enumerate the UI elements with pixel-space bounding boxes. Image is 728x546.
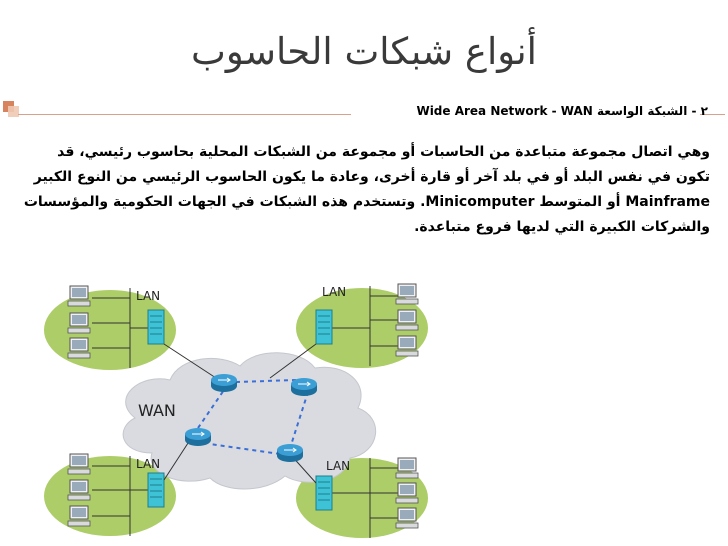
wan-diagram bbox=[40, 268, 440, 546]
wan-label: WAN bbox=[138, 401, 176, 420]
paragraph-line: وهي اتصال مجموعة متباعدة من الحاسبات أو مجموعة من الشبكات المحلية بحاسوب رئيسي، قد bbox=[57, 144, 710, 160]
slide-title: أنواع شبكات الحاسوب bbox=[191, 30, 537, 73]
router-icon bbox=[211, 374, 237, 392]
lan-label: LAN bbox=[136, 457, 161, 471]
server-icon bbox=[316, 476, 332, 510]
heading-english: Wide Area Network - WAN bbox=[416, 104, 593, 118]
server-icon bbox=[148, 310, 164, 344]
router-icon bbox=[277, 444, 303, 462]
router-icon bbox=[291, 378, 317, 396]
server-icon bbox=[148, 473, 164, 507]
paragraph-line: والشركات الكبيرة التي لديها فروع متباعدة. bbox=[414, 219, 710, 235]
router-icon bbox=[185, 428, 211, 446]
heading-number: ٢ - bbox=[691, 104, 708, 118]
accent-square-light bbox=[8, 106, 19, 117]
description-paragraph bbox=[10, 140, 710, 240]
lan-label: LAN bbox=[322, 285, 347, 299]
paragraph-line: تكون في نفس البلد أو في بلد آخر أو قارة أخرى، وعادة ما يكون الحاسوب الرئيسي من النوع الكبير bbox=[33, 169, 710, 185]
lan-label: LAN bbox=[136, 289, 161, 303]
divider-left bbox=[18, 114, 351, 115]
heading-arabic: الشبكة الواسعة bbox=[597, 104, 688, 118]
section-heading bbox=[416, 104, 708, 118]
lan-label: LAN bbox=[326, 459, 351, 473]
server-icon bbox=[316, 310, 332, 344]
paragraph-line: Mainframe أو المتوسط Minicomputer. وتستخدم هذه الشبكات في الجهات الحكومية والمؤسسات bbox=[23, 194, 710, 210]
